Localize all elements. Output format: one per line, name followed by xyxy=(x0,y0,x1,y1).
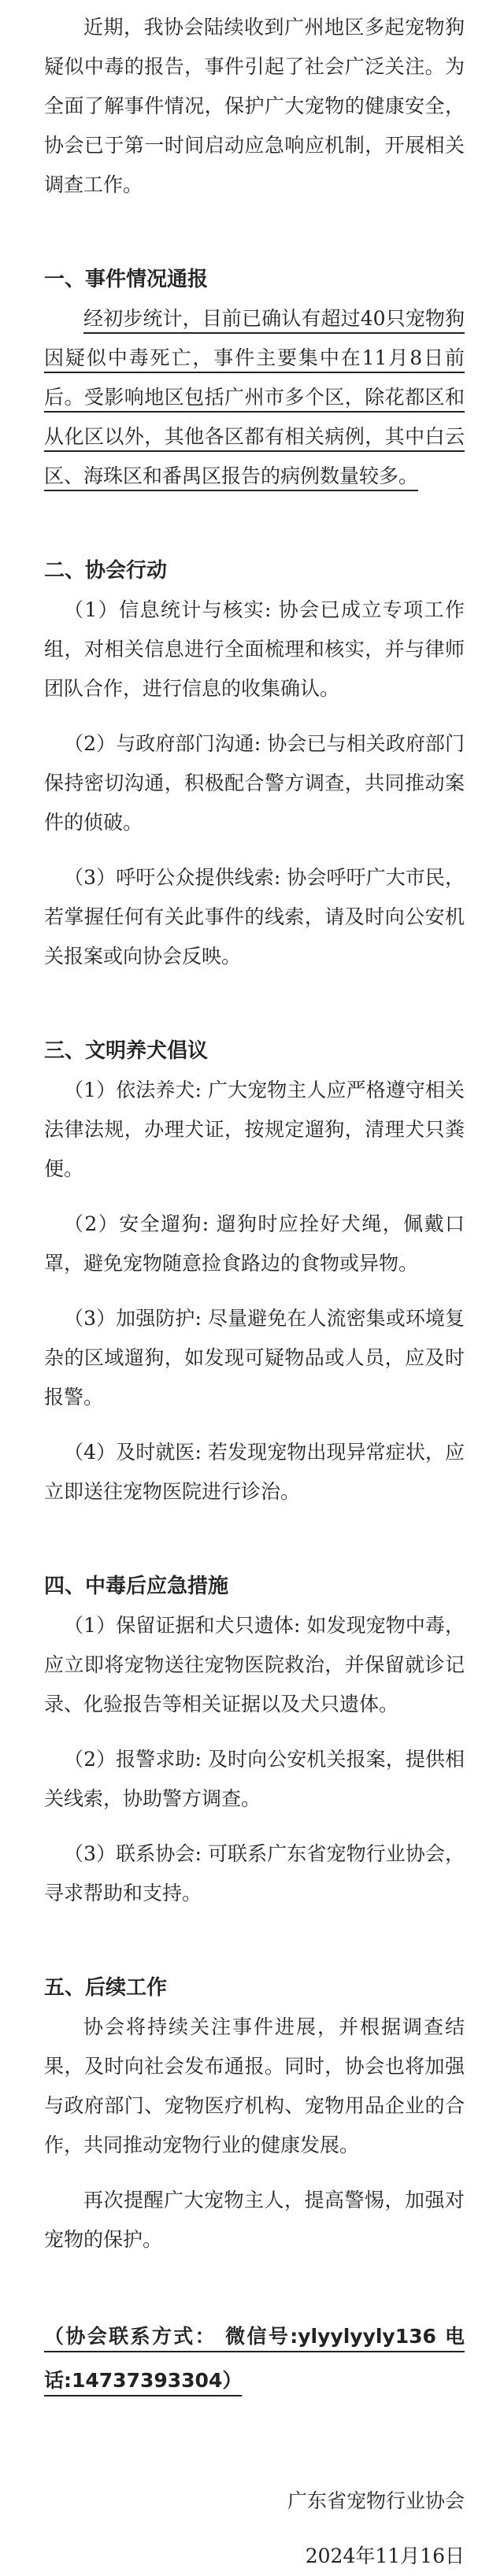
spacer xyxy=(44,976,465,1031)
contact-info: （协会联系方式： 微信号:ylyylyyly136 电话:14737393304） xyxy=(44,2325,465,2392)
spacer xyxy=(44,2260,465,2315)
spacer xyxy=(44,1189,465,1205)
section-2-item-3: （3）呼吁公众提供线索: 协会呼吁广大市民，若掌握任何有关此事件的线索，请及时向公安机关报案或向协会反映。 xyxy=(44,866,465,968)
section-2-item-1: （1）信息统计与核实: 协会已成立专项工作组，对相关信息进行全面梳理和核实，并与律师团队合作，进行信息的收集确认。 xyxy=(44,598,465,700)
section-3-item-4: （4）及时就医: 若发现宠物出现异常症状，应立即送往宠物医院进行诊治。 xyxy=(44,1441,465,1503)
spacer xyxy=(44,1283,465,1299)
spacer xyxy=(44,1417,465,1433)
section-3-item-2: （2）安全遛狗: 遛狗时应拴好犬绳，佩戴口罩，避免宠物随意捡食路边的食物或异物。 xyxy=(44,1212,465,1275)
section-1-heading: 一、事件情况通报 xyxy=(44,268,209,291)
spacer xyxy=(44,1819,465,1834)
section-1-body: 经初步统计，目前已确认有超过40只宠物狗因疑似中毒死亡，事件主要集中在11月8日前后。受影响地区包括广州市多个区，除花都区和从化区以外，其他各区都有相关病例，其中白云区、海珠区和番禺区报告的病例数量较多。 xyxy=(44,307,465,487)
section-4-item-2: （2）报警求助: 及时向公安机关报案，提供相关线索，协助警方调查。 xyxy=(44,1748,465,1810)
spacer xyxy=(44,1512,465,1567)
section-3-item-3: （3）加强防护: 尽量避免在人流密集或环境复杂的区域遛狗，如发现可疑物品或人员，应及时报警。 xyxy=(44,1307,465,1408)
spacer xyxy=(44,2521,465,2537)
signature-date: 2024年11月16日 xyxy=(305,2545,465,2567)
spacer xyxy=(44,2403,465,2482)
spacer xyxy=(44,709,465,724)
spacer xyxy=(44,496,465,551)
section-4-item-3: （3）联系协会: 可联系广东省宠物行业协会，寻求帮助和支持。 xyxy=(44,1842,465,1904)
section-3-heading: 三、文明养犬倡议 xyxy=(44,1039,209,1063)
spacer xyxy=(44,2165,465,2181)
spacer xyxy=(44,842,465,858)
spacer xyxy=(44,205,465,260)
section-2-heading: 二、协会行动 xyxy=(44,559,168,583)
spacer xyxy=(44,1724,465,1740)
section-2-item-2: （2）与政府部门沟通: 协会已与相关政府部门保持密切沟通，积极配合警方调查，共同推动案件的侦破。 xyxy=(44,732,465,834)
section-4-item-1: （1）保留证据和犬只遗体: 如发现宠物中毒，应立即将宠物送往宠物医院救治，并保留就诊记录、化验报告等相关证据以及犬只遗体。 xyxy=(44,1614,465,1715)
section-5-body: 协会将持续关注事件进展，并根据调查结果，及时向社会发布通报。同时，协会也将加强与政府部门、宠物医疗机构、宠物用品企业的合作，共同推动宠物行业的健康发展。 xyxy=(44,2015,465,2156)
intro-paragraph: 近期，我协会陆续收到广州地区多起宠物狗疑似中毒的报告，事件引起了社会广泛关注。为全面了解事件情况，保护广大宠物的健康安全，协会已于第一时间启动应急响应机制，开展相关调查工作。 xyxy=(44,16,465,196)
signature-organization: 广东省宠物行业协会 xyxy=(287,2489,465,2512)
section-5-heading: 五、后续工作 xyxy=(44,1976,168,2000)
section-3-item-1: （1）依法养犬: 广大宠物主人应严格遵守相关法律法规，办理犬证，按规定遛狗，清理犬只粪便。 xyxy=(44,1079,465,1180)
section-4-heading: 四、中毒后应急措施 xyxy=(44,1575,229,1598)
section-5-reminder: 再次提醒广大宠物主人，提高警惕，加强对宠物的保护。 xyxy=(44,2189,465,2251)
spacer xyxy=(44,1913,465,1968)
